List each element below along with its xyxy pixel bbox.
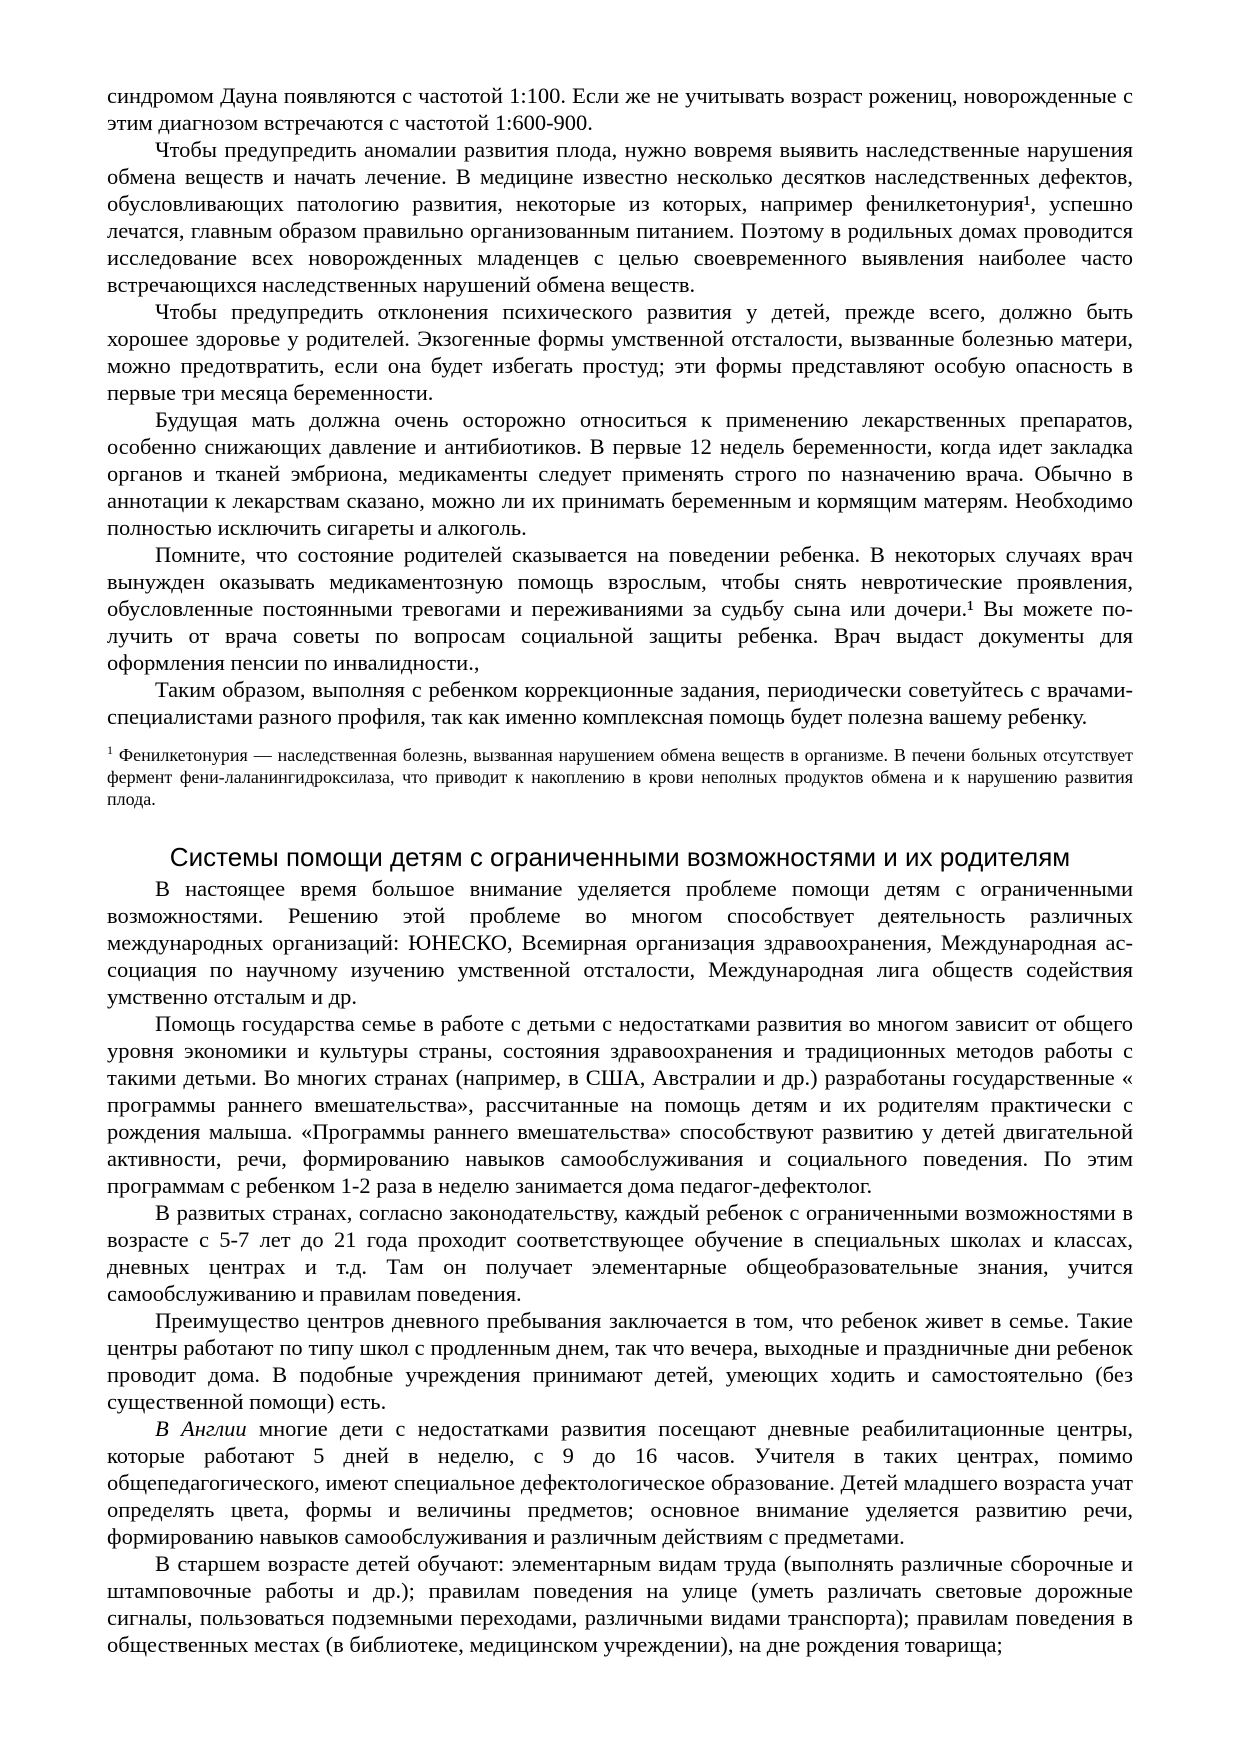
footnote-marker: 1: [107, 743, 113, 757]
footnote-text: Фенилкетонурия — наследственная болезнь, вызванная нарушением обмена веществ в организме. В печени больных отсутствует фермент фени-лаланингидроксилаза, что приводит к накоплению в крови неполных продуктов обмена и к нарушению развития плода.: [107, 745, 1134, 809]
italic-lead: В Англии: [155, 1416, 247, 1441]
footnote: [107, 744, 1133, 810]
section-heading: Системы помощи детям с ограниченными возможностями и их родителям: [169, 842, 1071, 872]
paragraph: В развитых странах, согласно законодательству, каждый ребенок с ограниченными возможностями в возрасте с 5-7 лет до 21 года проходит соответствующее обучение в специальных школах и классах, дневных центрах и т.д. Там он получает элементарные общеобразовательные знания, учится самообслуживанию и правилам поведения.: [107, 1200, 1133, 1306]
paragraph: В старшем возрасте детей обучают: элементарным видам труда (выполнять различные сборочные и штамповочные работы и др.); правилам поведения на улице (уметь различать световые дорожные сигналы, пользоваться подземными переходами, различными видами транспорта); правилам поведения в общественных местах (в библиотеке, медицинском учреждении), на дне рождения товарища;: [107, 1551, 1133, 1657]
paragraph: В Англии многие дети с недостатками развития посещают дневные реабилитационные центры, которые работают 5 дней в неделю, с 9 до 16 часов. Учителя в таких центрах, помимо общепедагогического, имеют специальное дефектологическое образование. Детей младшего возраста учат определять цвета, формы и величины предметов; основное внимание уделяется развитию речи, формированию навыков самообслуживания и различным действиям с предметами.: [107, 1416, 1133, 1549]
paragraph: Будущая мать должна очень осторожно относиться к применению лекарственных препаратов, особенно снижающих давление и антибиотиков. В первые 12 недель беременности, когда идет закладка органов и тканей эмбриона, медикаменты следует применять строго по назначению врача. Обычно в аннотации к лекарствам сказано, можно ли их принимать беременным и кормящим матерям. Необходимо полностью исключить сигареты и алкоголь.: [107, 407, 1133, 540]
paragraph: Чтобы предупредить отклонения психического развития у детей, прежде всего, должно быть хорошее здоровье у родителей. Экзогенные формы умственной отсталости, вызванные болезнью матери, можно предотвратить, если она будет избегать простуд; эти формы представляют особую опасность в первые три месяца беременности.: [107, 299, 1133, 405]
paragraph: Преимущество центров дневного пребывания заключается в том, что ребенок живет в семье. Такие центры работают по типу школ с продленным днем, так что вечера, выходные и праздничные дни ребенок проводит дома. В подобные учреждения принимают детей, умеющих ходить и самостоятельно (без существенной помощи) есть.: [107, 1308, 1133, 1414]
intro-paragraphs: [107, 82, 1133, 730]
paragraph: В настоящее время большое внимание уделяется проблеме помощи детям с ограниченными возможностями. Решению этой проблеме во многом способствует деятельность различных международных организаций: ЮНЕСКО, Всемирная организация здравоохранения, Международная ас-социация по научному изучению умственной отсталости, Международная лига обществ содействия умственно отсталым и др.: [107, 876, 1133, 1009]
footnote-block: [107, 744, 1133, 810]
section-paragraphs: [107, 875, 1133, 1658]
paragraph: Таким образом, выполняя с ребенком коррекционные задания, периодически советуйтесь с врачами-специалистами разного профиля, так как именно комплексная помощь будет полезна вашему ребенку.: [107, 677, 1133, 729]
paragraph: Помните, что состояние родителей сказывается на поведении ребенка. В некоторых случаях врач вынужден оказывать медикаментозную помощь взрослым, чтобы снять невротические проявления, обусловленные постоянными тревогами и переживаниями за судьбу сына или дочери.¹ Вы можете по-лучить от врача советы по вопросам социальной защиты ребенка. Врач выдаст документы для оформления пенсии по инвалидности.,: [107, 542, 1133, 675]
paragraph: Помощь государства семье в работе с детьми с недостатками развития во многом зависит от общего уровня экономики и культуры страны, состояния здравоохранения и традиционных методов работы с такими детьми. Во многих странах (например, в США, Австралии и др.) разработаны государственные « программы раннего вмешательства», рассчитанные на помощь детям и их родителям практически с рождения малыша. «Программы раннего вмешательства» способствуют развитию у детей двигательной активности, речи, формированию навыков самообслуживания и социального поведения. По этим программам с ребенком 1-2 раза в неделю занимается дома педагог-дефектолог.: [107, 1011, 1133, 1198]
paragraph: синдромом Дауна появляются с частотой 1:100. Если же не учитывать возраст рожениц, новорожденные с этим диагнозом встречаются с частотой 1:600-900.: [107, 83, 1133, 135]
paragraph: Чтобы предупредить аномалии развития плода, нужно вовремя выявить наследственные нарушения обмена веществ и начать лечение. В медицине известно несколько десятков наследственных дефектов, обусловливающих патологию развития, некоторые из которых, например фенилкетонурия¹, успешно лечатся, главным образом правильно организованным питанием. Поэтому в родильных домах проводится исследование всех новорожденных младенцев с целью своевременного выявления наиболее часто встречающихся наследственных нарушений обмена веществ.: [107, 137, 1133, 297]
